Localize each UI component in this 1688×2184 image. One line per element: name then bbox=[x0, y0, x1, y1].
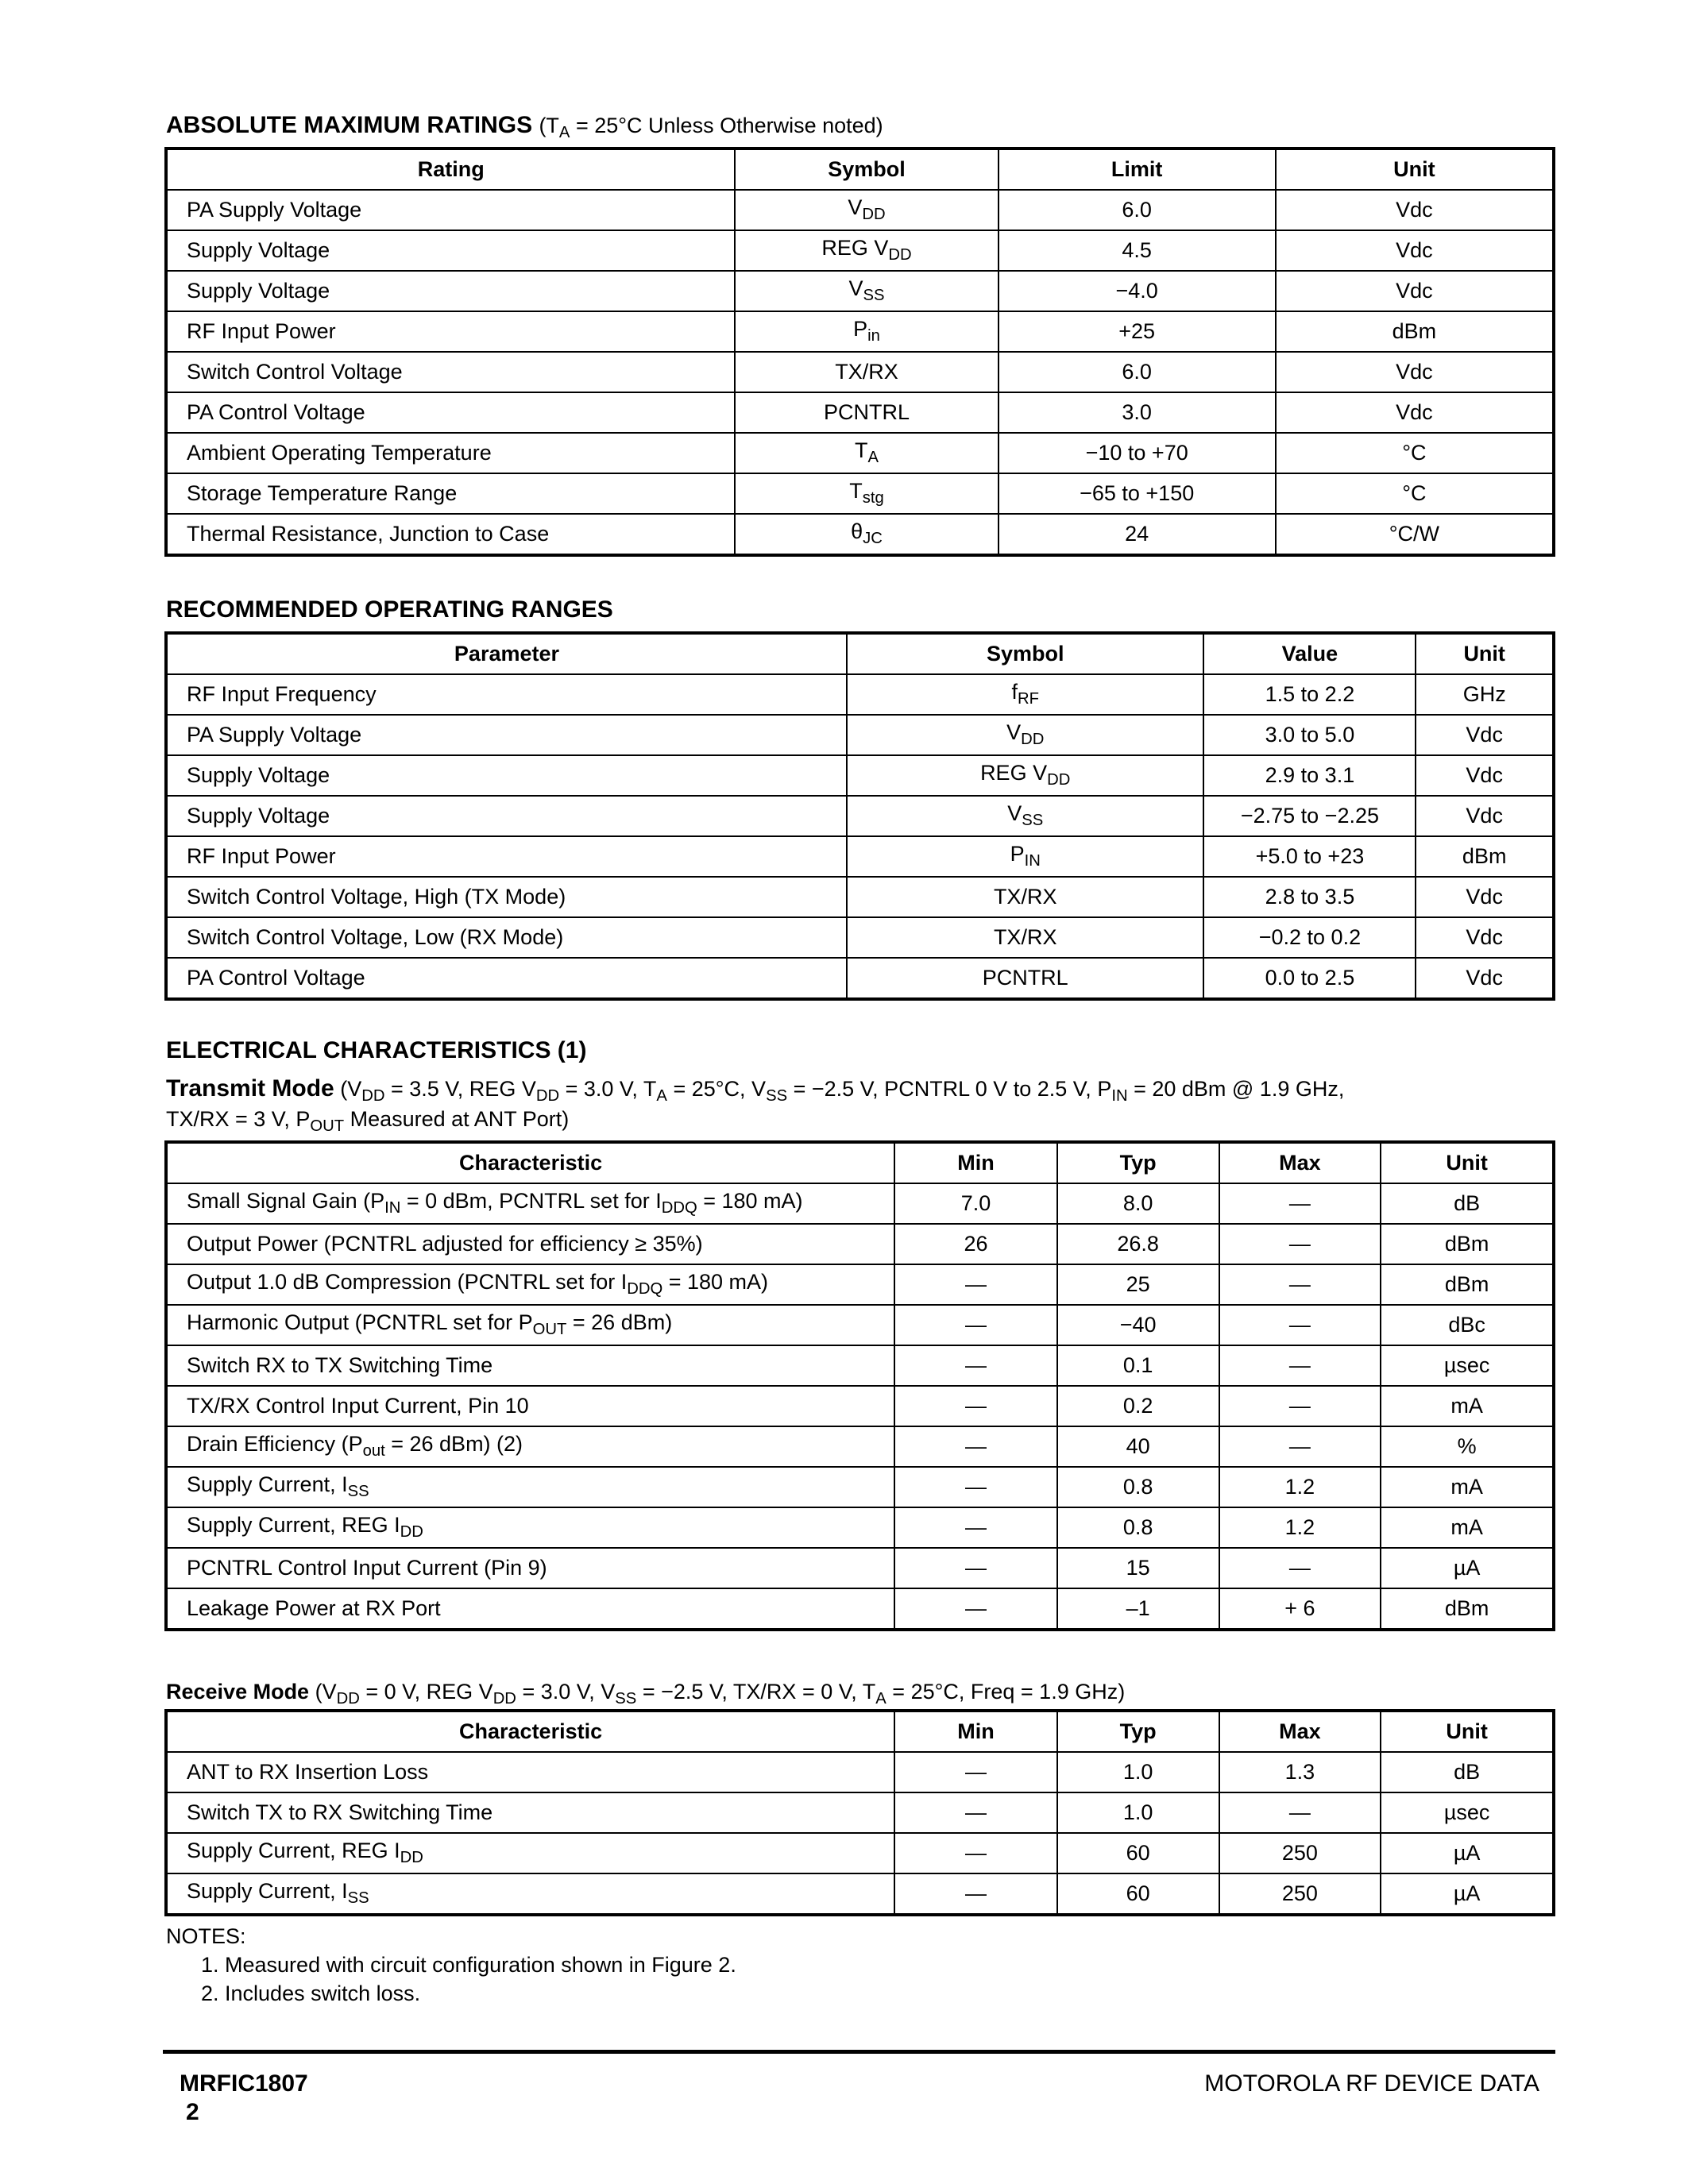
characteristic-cell: Supply Current, REG $I_{DD}$ bbox=[166, 1507, 894, 1548]
characteristic-cell: TX/RX Control Input Current, Pin 10 bbox=[166, 1386, 894, 1426]
table-row bbox=[166, 352, 1554, 392]
table-row bbox=[166, 1224, 1554, 1264]
min-cell: 7.0 bbox=[894, 1183, 1057, 1224]
characteristic-cell: Output Power (PCNTRL adjusted for efficiency ≥ 35%) bbox=[166, 1224, 894, 1264]
limit-cell: −10 to +70 bbox=[999, 433, 1276, 473]
characteristic-cell: Supply Current, REG $I_{DD}$ bbox=[166, 1833, 894, 1873]
unit-cell: °C bbox=[1276, 473, 1554, 514]
col-header: Unit bbox=[1381, 1711, 1554, 1752]
characteristic-cell: Output 1.0 dB Compression (PCNTRL set for $I_{DDQ} = 180$ mA) bbox=[166, 1264, 894, 1305]
col-header: Typ bbox=[1057, 1142, 1219, 1183]
unit-cell: µA bbox=[1381, 1833, 1554, 1873]
table-row bbox=[166, 958, 1554, 999]
symbol-cell: $P_{IN}$ bbox=[847, 836, 1204, 877]
table-row bbox=[166, 1548, 1554, 1588]
rec-op-title: RECOMMENDED OPERATING RANGES bbox=[166, 596, 613, 623]
unit-cell: µsec bbox=[1381, 1792, 1554, 1833]
parameter-cell: PA Control Voltage bbox=[166, 958, 847, 999]
receive-conditions bbox=[166, 1678, 1125, 1712]
characteristic-cell: PCNTRL Control Input Current (Pin 9) bbox=[166, 1548, 894, 1588]
rating-cell: Storage Temperature Range bbox=[166, 473, 735, 514]
table-row bbox=[166, 1873, 1554, 1915]
rating-cell: PA Supply Voltage bbox=[166, 190, 735, 230]
limit-cell: +25 bbox=[999, 311, 1276, 352]
symbol-cell: $V_{DD}$ bbox=[735, 190, 998, 230]
table-row bbox=[166, 1752, 1554, 1792]
value-cell: 2.8 to 3.5 bbox=[1203, 877, 1416, 917]
min-cell: — bbox=[894, 1507, 1057, 1548]
symbol-cell: $T_A$ bbox=[735, 433, 998, 473]
table-row bbox=[166, 1792, 1554, 1833]
typ-cell: −40 bbox=[1057, 1305, 1219, 1345]
characteristic-cell: Drain Efficiency ($P_{out} = 26$ dBm) (2) bbox=[166, 1426, 894, 1467]
max-cell: 1.2 bbox=[1219, 1507, 1381, 1548]
transmit-conditions-cont: TX/RX = 3 V, $P_{OUT}$ Measured at ANT Port) bbox=[166, 1107, 570, 1136]
symbol-cell: $f_{RF}$ bbox=[847, 674, 1204, 715]
col-header: Characteristic bbox=[166, 1142, 894, 1183]
col-header: Parameter bbox=[166, 633, 847, 674]
symbol-cell: $V_{SS}$ bbox=[735, 271, 998, 311]
min-cell: — bbox=[894, 1426, 1057, 1467]
col-header: Min bbox=[894, 1711, 1057, 1752]
characteristic-cell: Leakage Power at RX Port bbox=[166, 1588, 894, 1630]
limit-cell: 6.0 bbox=[999, 352, 1276, 392]
unit-cell: Vdc bbox=[1276, 392, 1554, 433]
footer-brand: MOTOROLA RF DEVICE DATA bbox=[1204, 2070, 1539, 2097]
footer-part-number: MRFIC1807 bbox=[180, 2070, 308, 2097]
min-cell: — bbox=[894, 1467, 1057, 1507]
limit-cell: 4.5 bbox=[999, 230, 1276, 271]
symbol-cell: TX/RX bbox=[847, 917, 1204, 958]
max-cell: 1.3 bbox=[1219, 1752, 1381, 1792]
unit-cell: Vdc bbox=[1416, 917, 1554, 958]
max-cell: — bbox=[1219, 1305, 1381, 1345]
value-cell: 0.0 to 2.5 bbox=[1203, 958, 1416, 999]
footer-rule bbox=[163, 2050, 1555, 2054]
rating-cell: RF Input Power bbox=[166, 311, 735, 352]
note-item: 1. Measured with circuit configuration shown in Figure 2. bbox=[201, 1953, 736, 1977]
unit-cell: dBm bbox=[1416, 836, 1554, 877]
characteristic-cell: Supply Current, $I_{SS}$ bbox=[166, 1873, 894, 1915]
transmit-conditions-line1 bbox=[166, 1075, 1344, 1109]
typ-cell: 25 bbox=[1057, 1264, 1219, 1305]
unit-cell: mA bbox=[1381, 1507, 1554, 1548]
notes-section bbox=[166, 1922, 736, 2008]
typ-cell: 8.0 bbox=[1057, 1183, 1219, 1224]
unit-cell: dBm bbox=[1381, 1264, 1554, 1305]
typ-cell: 60 bbox=[1057, 1833, 1219, 1873]
transmit-conditions-line2 bbox=[166, 1106, 569, 1140]
parameter-cell: RF Input Frequency bbox=[166, 674, 847, 715]
characteristic-cell: Switch TX to RX Switching Time bbox=[166, 1792, 894, 1833]
min-cell: — bbox=[894, 1792, 1057, 1833]
min-cell: — bbox=[894, 1873, 1057, 1915]
symbol-cell: $P_{in}$ bbox=[735, 311, 998, 352]
value-cell: −2.75 to −2.25 bbox=[1203, 796, 1416, 836]
max-cell: — bbox=[1219, 1792, 1381, 1833]
unit-cell: Vdc bbox=[1276, 190, 1554, 230]
symbol-cell: PCNTRL bbox=[847, 958, 1204, 999]
limit-cell: −4.0 bbox=[999, 271, 1276, 311]
table-row bbox=[166, 473, 1554, 514]
table-row bbox=[166, 433, 1554, 473]
unit-cell: Vdc bbox=[1276, 352, 1554, 392]
table-row bbox=[166, 1507, 1554, 1548]
unit-cell: GHz bbox=[1416, 674, 1554, 715]
max-cell: — bbox=[1219, 1183, 1381, 1224]
table-row bbox=[166, 674, 1554, 715]
unit-cell: Vdc bbox=[1416, 755, 1554, 796]
typ-cell: 40 bbox=[1057, 1426, 1219, 1467]
min-cell: — bbox=[894, 1264, 1057, 1305]
typ-cell: –1 bbox=[1057, 1588, 1219, 1630]
limit-cell: −65 to +150 bbox=[999, 473, 1276, 514]
col-header: Limit bbox=[999, 149, 1276, 190]
abs-max-table bbox=[164, 147, 1555, 557]
min-cell: 26 bbox=[894, 1224, 1057, 1264]
min-cell: — bbox=[894, 1588, 1057, 1630]
symbol-cell: REG $V_{DD}$ bbox=[847, 755, 1204, 796]
unit-cell: dBm bbox=[1381, 1224, 1554, 1264]
value-cell: 2.9 to 3.1 bbox=[1203, 755, 1416, 796]
table-row bbox=[166, 230, 1554, 271]
abs-max-title: ABSOLUTE MAXIMUM RATINGS bbox=[166, 112, 533, 138]
unit-cell: Vdc bbox=[1416, 796, 1554, 836]
unit-cell: °C bbox=[1276, 433, 1554, 473]
min-cell: — bbox=[894, 1548, 1057, 1588]
receive-table bbox=[164, 1709, 1555, 1916]
col-header: Characteristic bbox=[166, 1711, 894, 1752]
parameter-cell: Supply Voltage bbox=[166, 796, 847, 836]
table-row bbox=[166, 514, 1554, 555]
parameter-cell: RF Input Power bbox=[166, 836, 847, 877]
rating-cell: Supply Voltage bbox=[166, 230, 735, 271]
max-cell: — bbox=[1219, 1426, 1381, 1467]
unit-cell: mA bbox=[1381, 1386, 1554, 1426]
unit-cell: Vdc bbox=[1416, 877, 1554, 917]
limit-cell: 3.0 bbox=[999, 392, 1276, 433]
min-cell: — bbox=[894, 1386, 1057, 1426]
table-row bbox=[166, 1264, 1554, 1305]
symbol-cell: $V_{SS}$ bbox=[847, 796, 1204, 836]
max-cell: 250 bbox=[1219, 1873, 1381, 1915]
characteristic-cell: Switch RX to TX Switching Time bbox=[166, 1345, 894, 1386]
symbol-cell: REG $V_{DD}$ bbox=[735, 230, 998, 271]
characteristic-cell: Supply Current, $I_{SS}$ bbox=[166, 1467, 894, 1507]
elec-title: ELECTRICAL CHARACTERISTICS (1) bbox=[166, 1037, 587, 1063]
col-header: Rating bbox=[166, 149, 735, 190]
typ-cell: 1.0 bbox=[1057, 1752, 1219, 1792]
table-row bbox=[166, 755, 1554, 796]
receive-conditions-text: ($V_{DD} = 0$ V, REG $V_{DD} = 3.0$ V, $V_{SS} = -2.5$ V, TX/RX = 0 V, $T_A = 25^\circ C$, Freq = 1.9 GHz) bbox=[309, 1680, 1126, 1708]
table-row bbox=[166, 1386, 1554, 1426]
symbol-cell: PCNTRL bbox=[735, 392, 998, 433]
typ-cell: 1.0 bbox=[1057, 1792, 1219, 1833]
col-header: Symbol bbox=[735, 149, 998, 190]
abs-max-note: ($T_A = 25^\circ C$ Unless Otherwise noted) bbox=[539, 114, 883, 142]
parameter-cell: Switch Control Voltage, Low (RX Mode) bbox=[166, 917, 847, 958]
col-header: Unit bbox=[1276, 149, 1554, 190]
max-cell: 1.2 bbox=[1219, 1467, 1381, 1507]
parameter-cell: Supply Voltage bbox=[166, 755, 847, 796]
table-row bbox=[166, 311, 1554, 352]
typ-cell: 0.8 bbox=[1057, 1467, 1219, 1507]
unit-cell: °C/W bbox=[1276, 514, 1554, 555]
col-header: Unit bbox=[1416, 633, 1554, 674]
max-cell: — bbox=[1219, 1548, 1381, 1588]
typ-cell: 0.2 bbox=[1057, 1386, 1219, 1426]
rating-cell: Ambient Operating Temperature bbox=[166, 433, 735, 473]
col-header: Value bbox=[1203, 633, 1416, 674]
parameter-cell: Switch Control Voltage, High (TX Mode) bbox=[166, 877, 847, 917]
table-row bbox=[166, 917, 1554, 958]
table-row bbox=[166, 1426, 1554, 1467]
unit-cell: dBc bbox=[1381, 1305, 1554, 1345]
value-cell: 1.5 to 2.2 bbox=[1203, 674, 1416, 715]
note-item: 2. Includes switch loss. bbox=[201, 1981, 421, 2005]
transmit-mode-label: Transmit Mode bbox=[166, 1075, 334, 1102]
col-header: Max bbox=[1219, 1711, 1381, 1752]
symbol-cell: TX/RX bbox=[735, 352, 998, 392]
col-header: Max bbox=[1219, 1142, 1381, 1183]
min-cell: — bbox=[894, 1752, 1057, 1792]
limit-cell: 24 bbox=[999, 514, 1276, 555]
unit-cell: % bbox=[1381, 1426, 1554, 1467]
table-row bbox=[166, 1467, 1554, 1507]
value-cell: 3.0 to 5.0 bbox=[1203, 715, 1416, 755]
limit-cell: 6.0 bbox=[999, 190, 1276, 230]
typ-cell: 0.1 bbox=[1057, 1345, 1219, 1386]
unit-cell: µA bbox=[1381, 1873, 1554, 1915]
characteristic-cell: ANT to RX Insertion Loss bbox=[166, 1752, 894, 1792]
rating-cell: Switch Control Voltage bbox=[166, 352, 735, 392]
col-header: Min bbox=[894, 1142, 1057, 1183]
value-cell: +5.0 to +23 bbox=[1203, 836, 1416, 877]
table-row bbox=[166, 271, 1554, 311]
max-cell: 250 bbox=[1219, 1833, 1381, 1873]
min-cell: — bbox=[894, 1833, 1057, 1873]
rating-cell: Supply Voltage bbox=[166, 271, 735, 311]
min-cell: — bbox=[894, 1345, 1057, 1386]
col-header: Symbol bbox=[847, 633, 1204, 674]
elec-heading bbox=[166, 1037, 586, 1064]
min-cell: — bbox=[894, 1305, 1057, 1345]
table-row bbox=[166, 877, 1554, 917]
table-row bbox=[166, 392, 1554, 433]
symbol-cell: $\theta_{JC}$ bbox=[735, 514, 998, 555]
typ-cell: 60 bbox=[1057, 1873, 1219, 1915]
receive-mode-label: Receive Mode bbox=[166, 1680, 310, 1704]
unit-cell: dBm bbox=[1276, 311, 1554, 352]
unit-cell: Vdc bbox=[1276, 230, 1554, 271]
transmit-conditions: ($V_{DD} = 3.5$ V, REG $V_{DD} = 3.0$ V, $T_A = 25^\circ C$, $V_{SS} = -2.5$ V, PCNTRL 0 V to 2.5 V, $P_{IN} = 20$ dBm @ 1.9 GHz, bbox=[334, 1077, 1345, 1106]
unit-cell: Vdc bbox=[1276, 271, 1554, 311]
typ-cell: 15 bbox=[1057, 1548, 1219, 1588]
table-row bbox=[166, 1183, 1554, 1224]
value-cell: −0.2 to 0.2 bbox=[1203, 917, 1416, 958]
rec-op-heading bbox=[166, 596, 613, 623]
footer-page-number: 2 bbox=[186, 2099, 199, 2125]
unit-cell: dB bbox=[1381, 1752, 1554, 1792]
table-row bbox=[166, 715, 1554, 755]
symbol-cell: $T_{stg}$ bbox=[735, 473, 998, 514]
characteristic-cell: Small Signal Gain ($P_{IN} = 0$ dBm, PCNTRL set for $I_{DDQ} = 180$ mA) bbox=[166, 1183, 894, 1224]
max-cell: + 6 bbox=[1219, 1588, 1381, 1630]
unit-cell: Vdc bbox=[1416, 715, 1554, 755]
rating-cell: Thermal Resistance, Junction to Case bbox=[166, 514, 735, 555]
transmit-table bbox=[164, 1140, 1555, 1631]
notes-title: NOTES: bbox=[166, 1924, 246, 1948]
table-row bbox=[166, 836, 1554, 877]
col-header: Typ bbox=[1057, 1711, 1219, 1752]
rec-op-table bbox=[164, 631, 1555, 1001]
table-row bbox=[166, 1833, 1554, 1873]
parameter-cell: PA Supply Voltage bbox=[166, 715, 847, 755]
typ-cell: 0.8 bbox=[1057, 1507, 1219, 1548]
max-cell: — bbox=[1219, 1345, 1381, 1386]
rating-cell: PA Control Voltage bbox=[166, 392, 735, 433]
characteristic-cell: Harmonic Output (PCNTRL set for $P_{OUT} = 26$ dBm) bbox=[166, 1305, 894, 1345]
table-row bbox=[166, 1345, 1554, 1386]
col-header: Unit bbox=[1381, 1142, 1554, 1183]
typ-cell: 26.8 bbox=[1057, 1224, 1219, 1264]
max-cell: — bbox=[1219, 1264, 1381, 1305]
unit-cell: dB bbox=[1381, 1183, 1554, 1224]
unit-cell: dBm bbox=[1381, 1588, 1554, 1630]
table-row bbox=[166, 190, 1554, 230]
table-row bbox=[166, 1588, 1554, 1630]
unit-cell: mA bbox=[1381, 1467, 1554, 1507]
table-row bbox=[166, 1305, 1554, 1345]
unit-cell: Vdc bbox=[1416, 958, 1554, 999]
max-cell: — bbox=[1219, 1386, 1381, 1426]
abs-max-heading bbox=[166, 112, 883, 146]
symbol-cell: $V_{DD}$ bbox=[847, 715, 1204, 755]
max-cell: — bbox=[1219, 1224, 1381, 1264]
unit-cell: µA bbox=[1381, 1548, 1554, 1588]
symbol-cell: TX/RX bbox=[847, 877, 1204, 917]
unit-cell: µsec bbox=[1381, 1345, 1554, 1386]
table-row bbox=[166, 796, 1554, 836]
